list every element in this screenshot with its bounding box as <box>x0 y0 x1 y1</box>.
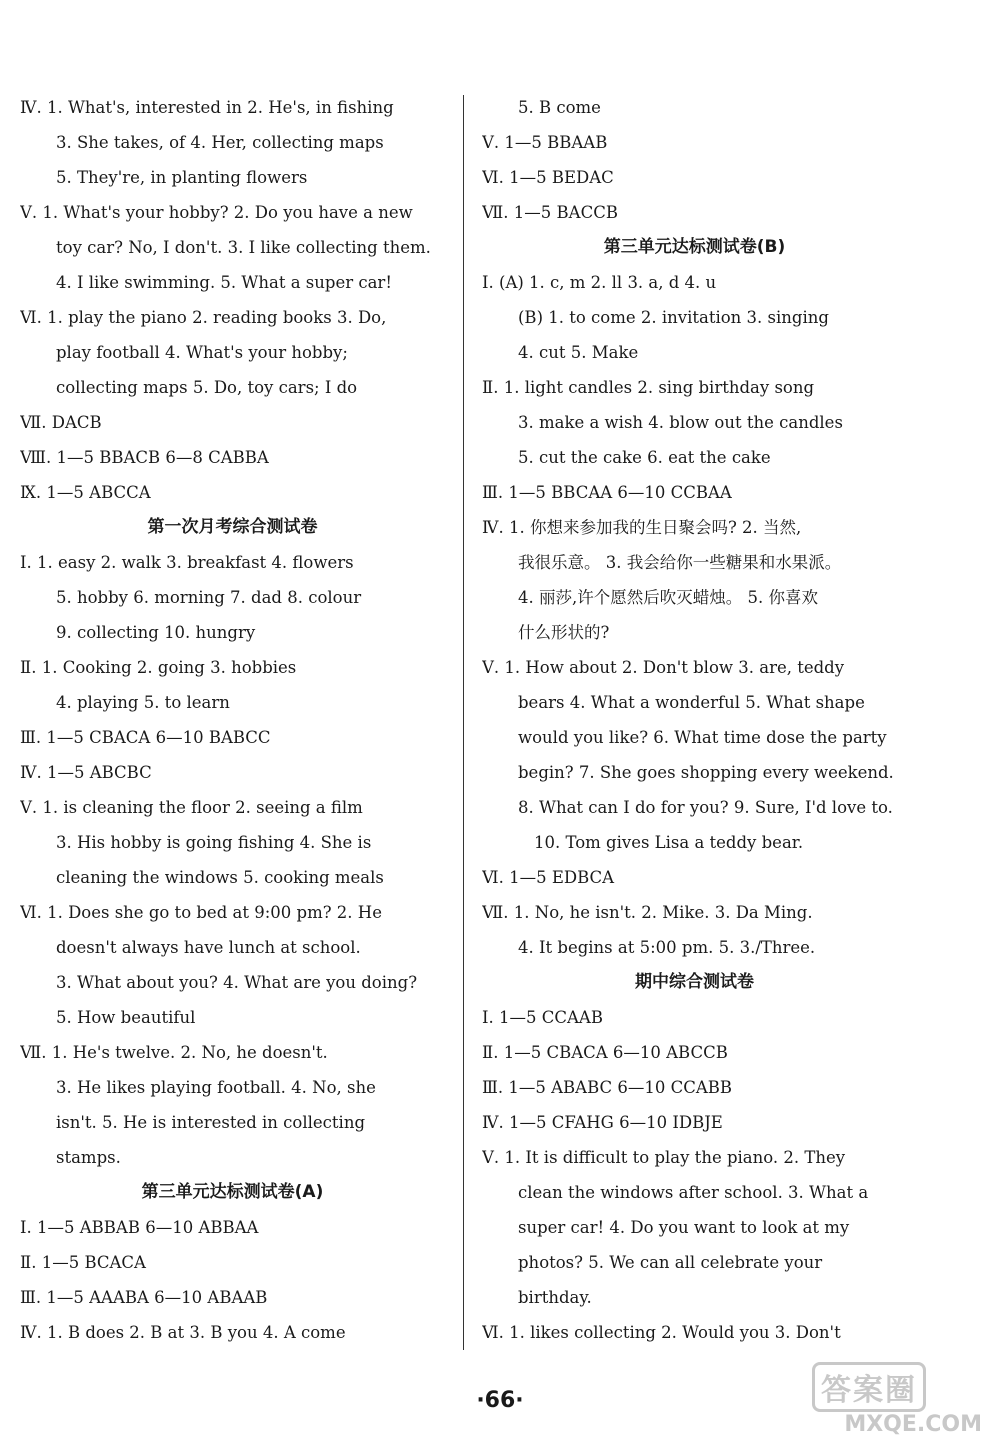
answer-item: Ⅲ. 1—5 ABABC 6—10 CCABB <box>482 1078 733 1097</box>
answer-item: Ⅴ. 1. is cleaning the floor 2. seeing a film <box>20 798 363 817</box>
answer-item: Ⅵ. 1—5 BEDAC <box>482 168 614 187</box>
answer-item: Ⅲ. 1—5 CBACA 6—10 BABCC <box>20 728 271 747</box>
answer-item: Ⅱ. 1. Cooking 2. going 3. hobbies <box>20 658 297 677</box>
section-heading: 第一次月考综合测试卷 <box>147 517 318 537</box>
answer-continuation: 4. playing 5. to learn <box>56 693 230 712</box>
answer-continuation: 3. His hobby is going fishing 4. She is <box>56 833 372 852</box>
answer-item: Ⅷ. 1—5 BBACB 6—8 CABBA <box>20 448 269 467</box>
answer-continuation: 5. cut the cake 6. eat the cake <box>518 448 771 467</box>
column-divider <box>463 95 464 1350</box>
answer-continuation: 5. How beautiful <box>56 1008 196 1027</box>
answer-item: Ⅳ. 1. What's, interested in 2. He's, in fishing <box>20 98 394 117</box>
answer-item: Ⅱ. 1—5 BCACA <box>20 1253 146 1272</box>
answer-continuation: 3. He likes playing football. 4. No, she <box>56 1078 376 1097</box>
answer-continuation: 5. They're, in planting flowers <box>56 168 308 187</box>
answer-item: Ⅲ. 1—5 BBCAA 6—10 CCBAA <box>482 483 732 502</box>
answer-item: Ⅶ. 1. No, he isn't. 2. Mike. 3. Da Ming. <box>482 903 813 922</box>
answer-continuation: 3. What about you? 4. What are you doing? <box>56 973 418 992</box>
answer-item: Ⅰ. 1—5 ABBAB 6—10 ABBAA <box>20 1218 259 1237</box>
answer-continuation: 9. collecting 10. hungry <box>56 623 256 642</box>
answer-continuation: photos? 5. We can all celebrate your <box>518 1253 823 1272</box>
answer-item: Ⅰ. 1. easy 2. walk 3. breakfast 4. flowers <box>20 553 354 572</box>
answer-item: Ⅴ. 1. How about 2. Don't blow 3. are, teddy <box>482 658 845 677</box>
answer-item: Ⅴ. 1. It is difficult to play the piano. 2. They <box>482 1148 846 1167</box>
answer-continuation: begin? 7. She goes shopping every weekend. <box>518 763 894 782</box>
answer-item: Ⅸ. 1—5 ABCCA <box>20 483 151 502</box>
watermark-text-cn: 答案圈 <box>812 1362 926 1412</box>
answer-item: Ⅳ. 1—5 CFAHG 6—10 IDBJE <box>482 1113 723 1132</box>
answer-item: Ⅴ. 1—5 BBAAB <box>482 133 608 152</box>
answer-continuation: 5. hobby 6. morning 7. dad 8. colour <box>56 588 362 607</box>
answer-continuation: would you like? 6. What time dose the party <box>518 728 887 747</box>
answer-continuation: 8. What can I do for you? 9. Sure, I'd love to. <box>518 798 893 817</box>
answer-continuation: isn't. 5. He is interested in collecting <box>56 1113 366 1132</box>
answer-continuation: 4. It begins at 5:00 pm. 5. 3./Three. <box>518 938 816 957</box>
answer-continuation: 3. She takes, of 4. Her, collecting maps <box>56 133 384 152</box>
answer-item: Ⅳ. 1—5 ABCBC <box>20 763 152 782</box>
answer-item: Ⅵ. 1. play the piano 2. reading books 3. Do, <box>20 308 387 327</box>
answer-item: Ⅰ. 1—5 CCAAB <box>482 1008 603 1027</box>
answer-continuation: 4. 丽莎,许个愿然后吹灭蜡烛。 5. 你喜欢 <box>518 588 818 607</box>
watermark-text-en: MXQE.COM <box>844 1412 982 1437</box>
answer-continuation: (B) 1. to come 2. invitation 3. singing <box>518 308 829 327</box>
left-answer-column <box>20 90 445 1350</box>
answer-continuation: doesn't always have lunch at school. <box>56 938 361 957</box>
page-number: ·66· <box>476 1388 524 1413</box>
answer-continuation: birthday. <box>518 1288 592 1307</box>
answer-continuation: bears 4. What a wonderful 5. What shape <box>518 693 865 712</box>
answer-item: Ⅶ. DACB <box>20 413 102 432</box>
answer-item: Ⅵ. 1—5 EDBCA <box>482 868 615 887</box>
answer-item: Ⅱ. 1—5 CBACA 6—10 ABCCB <box>482 1043 728 1062</box>
answer-continuation: 4. I like swimming. 5. What a super car! <box>56 273 392 292</box>
answer-item: Ⅶ. 1. He's twelve. 2. No, he doesn't. <box>20 1043 328 1062</box>
answer-continuation: 我很乐意。 3. 我会给你一些糖果和水果派。 <box>518 553 842 572</box>
section-heading: 第三单元达标测试卷(A) <box>141 1182 324 1202</box>
answer-item: Ⅴ. 1. What's your hobby? 2. Do you have a new <box>20 203 413 222</box>
right-answer-column <box>482 90 907 1350</box>
answer-item: Ⅰ. (A) 1. c, m 2. ll 3. a, d 4. u <box>482 273 717 292</box>
answer-continuation: 4. cut 5. Make <box>518 343 639 362</box>
section-heading: 第三单元达标测试卷(B) <box>603 237 786 257</box>
answer-continuation: clean the windows after school. 3. What a <box>518 1183 869 1202</box>
answer-item: Ⅵ. 1. Does she go to bed at 9:00 pm? 2. He <box>20 903 382 922</box>
answer-continuation: collecting maps 5. Do, toy cars; I do <box>56 378 358 397</box>
section-heading: 期中综合测试卷 <box>635 972 754 992</box>
answer-item: Ⅲ. 1—5 AAABA 6—10 ABAAB <box>20 1288 268 1307</box>
answer-continuation: 3. make a wish 4. blow out the candles <box>518 413 843 432</box>
answer-item: Ⅳ. 1. B does 2. B at 3. B you 4. A come <box>20 1323 346 1342</box>
answer-continuation: 什么形状的? <box>518 623 610 642</box>
answer-item: Ⅵ. 1. likes collecting 2. Would you 3. Don't <box>482 1323 841 1342</box>
answer-item: Ⅶ. 1—5 BACCB <box>482 203 618 222</box>
answer-continuation: 10. Tom gives Lisa a teddy bear. <box>534 833 804 852</box>
answer-continuation: cleaning the windows 5. cooking meals <box>56 868 384 887</box>
answer-item: Ⅳ. 1. 你想来参加我的生日聚会吗? 2. 当然, <box>482 518 802 537</box>
answer-continuation: toy car? No, I don't. 3. I like collecting them. <box>56 238 431 257</box>
answer-item: Ⅱ. 1. light candles 2. sing birthday song <box>482 378 815 397</box>
answer-continuation: play football 4. What's your hobby; <box>56 343 348 362</box>
watermark-logo <box>812 1362 982 1437</box>
answer-continuation: super car! 4. Do you want to look at my <box>518 1218 850 1237</box>
answer-continuation: stamps. <box>56 1148 121 1167</box>
answer-continuation: 5. B come <box>518 98 601 117</box>
